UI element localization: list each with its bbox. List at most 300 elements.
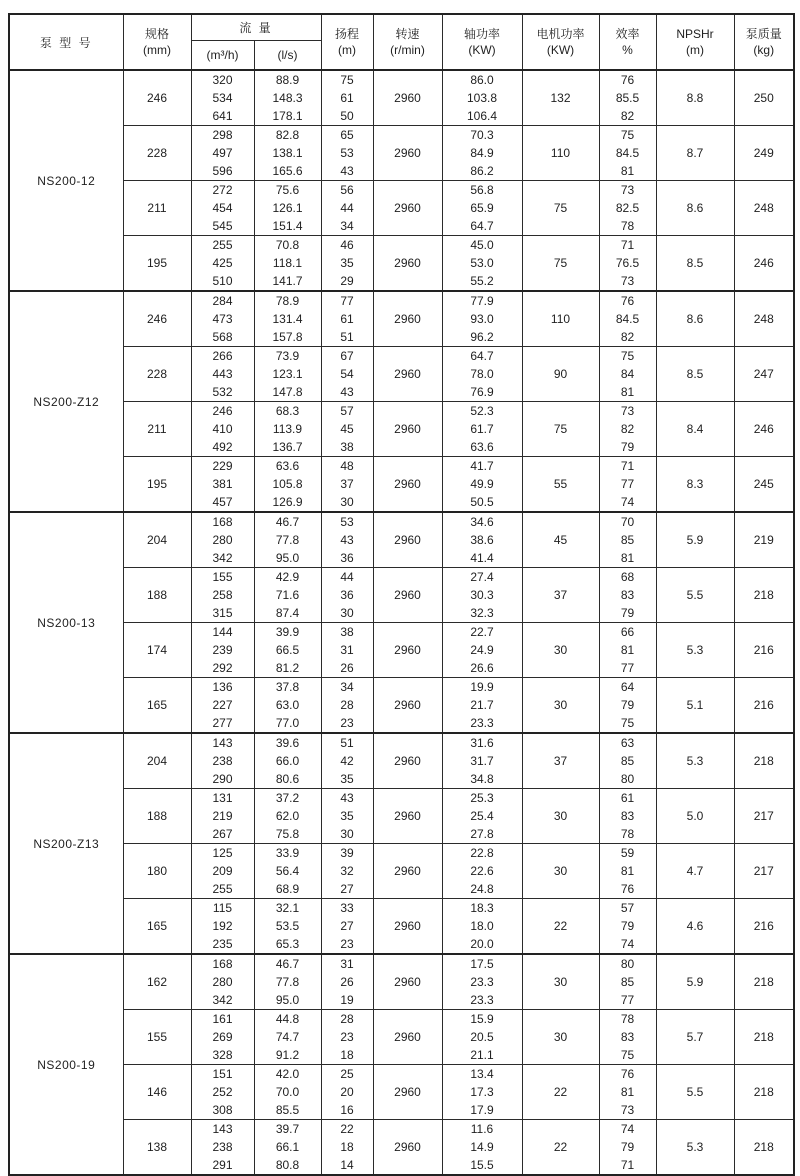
spec-row xyxy=(9,291,794,347)
value-line: 31.6 xyxy=(470,736,494,750)
cell-head xyxy=(321,1120,373,1176)
cell-spec: 246 xyxy=(123,70,191,126)
cell-speed: 2960 xyxy=(373,181,442,236)
value-line: 76 xyxy=(620,882,635,896)
value-line: 19 xyxy=(340,993,354,1007)
value-line: 473 xyxy=(212,312,233,326)
cell-motor-power: 30 xyxy=(522,789,599,844)
value-line: 74 xyxy=(620,495,635,509)
cell-shaft-power xyxy=(442,1010,522,1065)
spec-row xyxy=(9,457,794,513)
value-line: 37.8 xyxy=(275,680,300,694)
value-line: 73.9 xyxy=(275,349,300,363)
value-line: 308 xyxy=(212,1103,233,1117)
value-line: 64 xyxy=(620,680,635,694)
value-line: 55.2 xyxy=(470,274,494,288)
value-line: 113.9 xyxy=(272,422,303,436)
cell-head xyxy=(321,181,373,236)
value-line: 79 xyxy=(620,919,635,933)
value-line: 410 xyxy=(212,422,233,436)
header-npshr-unit: (m) xyxy=(686,43,704,57)
cell-mass: 216 xyxy=(734,899,794,955)
value-line: 25.4 xyxy=(470,809,494,823)
spec-row xyxy=(9,954,794,1010)
cell-mass: 218 xyxy=(734,733,794,789)
cell-motor-power: 22 xyxy=(522,1065,599,1120)
cell-npshr: 4.7 xyxy=(656,844,734,899)
value-line: 38 xyxy=(340,440,354,454)
value-line: 18.0 xyxy=(470,919,494,933)
cell-spec: 195 xyxy=(123,236,191,292)
spec-row xyxy=(9,1065,794,1120)
spec-row xyxy=(9,733,794,789)
cell-shaft-power xyxy=(442,1120,522,1176)
value-line: 37 xyxy=(340,477,354,491)
value-line: 74 xyxy=(620,937,635,951)
cell-npshr: 8.8 xyxy=(656,70,734,126)
cell-efficiency xyxy=(599,568,656,623)
cell-efficiency xyxy=(599,954,656,1010)
value-line: 76 xyxy=(620,1067,635,1081)
cell-spec: 188 xyxy=(123,789,191,844)
cell-npshr: 4.6 xyxy=(656,899,734,955)
value-line: 229 xyxy=(212,459,233,473)
cell-head xyxy=(321,70,373,126)
cell-npshr: 5.3 xyxy=(656,733,734,789)
value-line: 246 xyxy=(212,404,233,418)
cell-mass: 217 xyxy=(734,789,794,844)
value-line: 65.9 xyxy=(470,201,494,215)
cell-head xyxy=(321,623,373,678)
cell-mass: 246 xyxy=(734,402,794,457)
cell-head xyxy=(321,789,373,844)
cell-mass: 218 xyxy=(734,1065,794,1120)
value-line: 79 xyxy=(620,698,635,712)
cell-spec: 211 xyxy=(123,181,191,236)
cell-efficiency xyxy=(599,236,656,292)
cell-flow-ls xyxy=(254,844,321,899)
value-line: 74.7 xyxy=(275,1030,300,1044)
value-line: 63.6 xyxy=(275,459,300,473)
cell-motor-power: 75 xyxy=(522,236,599,292)
cell-mass: 247 xyxy=(734,347,794,402)
value-line: 83 xyxy=(620,1030,635,1044)
value-line: 36 xyxy=(340,551,354,565)
cell-efficiency xyxy=(599,291,656,347)
value-line: 78 xyxy=(620,219,635,233)
cell-motor-power: 90 xyxy=(522,347,599,402)
cell-flow-ls xyxy=(254,1010,321,1065)
value-line: 14 xyxy=(340,1158,354,1172)
cell-npshr: 5.5 xyxy=(656,568,734,623)
header-motor-power-unit: (KW) xyxy=(546,43,575,57)
cell-spec: 228 xyxy=(123,347,191,402)
header-speed-unit: (r/min) xyxy=(390,43,425,57)
value-line: 255 xyxy=(212,238,233,252)
value-line: 27.4 xyxy=(470,570,494,584)
value-line: 77.8 xyxy=(275,533,300,547)
spec-row xyxy=(9,568,794,623)
cell-shaft-power xyxy=(442,844,522,899)
value-line: 32.3 xyxy=(470,606,494,620)
cell-shaft-power xyxy=(442,291,522,347)
value-line: 27 xyxy=(340,919,354,933)
value-line: 35 xyxy=(340,809,354,823)
value-line: 45 xyxy=(340,422,354,436)
cell-shaft-power xyxy=(442,1065,522,1120)
spec-row xyxy=(9,899,794,955)
value-line: 29 xyxy=(340,274,354,288)
cell-head xyxy=(321,568,373,623)
cell-speed: 2960 xyxy=(373,512,442,568)
cell-flow-ls xyxy=(254,457,321,513)
cell-npshr: 8.5 xyxy=(656,347,734,402)
cell-mass: 248 xyxy=(734,181,794,236)
header-npshr-label: NPSHr xyxy=(676,27,714,41)
value-line: 28 xyxy=(340,1012,354,1026)
value-line: 26.6 xyxy=(470,661,494,675)
value-line: 106.4 xyxy=(466,109,498,123)
value-line: 85.5 xyxy=(275,1103,300,1117)
header-shaft-power xyxy=(442,14,522,70)
cell-mass: 216 xyxy=(734,623,794,678)
value-line: 31 xyxy=(340,957,354,971)
value-line: 497 xyxy=(212,146,233,160)
value-line: 23 xyxy=(340,1030,354,1044)
value-line: 25.3 xyxy=(470,791,494,805)
cell-head xyxy=(321,291,373,347)
cell-mass: 218 xyxy=(734,954,794,1010)
value-line: 64.7 xyxy=(470,349,494,363)
value-line: 284 xyxy=(212,294,233,308)
value-line: 66.5 xyxy=(275,643,300,657)
cell-efficiency xyxy=(599,678,656,734)
table-header xyxy=(9,14,794,70)
cell-head xyxy=(321,899,373,955)
value-line: 78.9 xyxy=(275,294,300,308)
value-line: 81 xyxy=(620,385,635,399)
value-line: 84.9 xyxy=(470,146,494,160)
value-line: 45.0 xyxy=(470,238,494,252)
value-line: 75 xyxy=(620,128,635,142)
value-line: 54 xyxy=(340,367,354,381)
cell-efficiency xyxy=(599,1120,656,1176)
value-line: 18 xyxy=(340,1048,354,1062)
cell-head xyxy=(321,1010,373,1065)
header-motor-power xyxy=(522,14,599,70)
value-line: 95.0 xyxy=(275,551,300,565)
cell-speed: 2960 xyxy=(373,844,442,899)
cell-efficiency xyxy=(599,402,656,457)
header-head-label: 扬程 xyxy=(334,27,359,41)
value-line: 157.8 xyxy=(272,330,303,344)
cell-flow-m3h xyxy=(191,236,254,292)
value-line: 118.1 xyxy=(272,256,303,270)
cell-flow-m3h xyxy=(191,181,254,236)
value-line: 65 xyxy=(340,128,354,142)
value-line: 20 xyxy=(340,1085,354,1099)
cell-speed: 2960 xyxy=(373,291,442,347)
cell-shaft-power xyxy=(442,457,522,513)
cell-mass: 218 xyxy=(734,568,794,623)
value-line: 290 xyxy=(212,772,233,786)
cell-flow-ls xyxy=(254,568,321,623)
cell-shaft-power xyxy=(442,181,522,236)
cell-shaft-power xyxy=(442,899,522,955)
cell-flow-ls xyxy=(254,789,321,844)
cell-speed: 2960 xyxy=(373,678,442,734)
value-line: 42.0 xyxy=(275,1067,300,1081)
cell-motor-power: 30 xyxy=(522,844,599,899)
value-line: 71 xyxy=(620,238,635,252)
spec-row xyxy=(9,623,794,678)
cell-speed: 2960 xyxy=(373,236,442,292)
cell-flow-ls xyxy=(254,954,321,1010)
header-pump-mass xyxy=(734,14,794,70)
cell-mass: 219 xyxy=(734,512,794,568)
value-line: 141.7 xyxy=(272,274,303,288)
value-line: 66.0 xyxy=(275,754,300,768)
cell-flow-m3h xyxy=(191,291,254,347)
cell-mass: 245 xyxy=(734,457,794,513)
cell-speed: 2960 xyxy=(373,1010,442,1065)
value-line: 78 xyxy=(620,1012,635,1026)
cell-npshr: 8.4 xyxy=(656,402,734,457)
value-line: 84 xyxy=(620,367,635,381)
cell-shaft-power xyxy=(442,789,522,844)
value-line: 53 xyxy=(340,146,354,160)
value-line: 96.2 xyxy=(470,330,494,344)
header-speed xyxy=(373,14,442,70)
value-line: 492 xyxy=(212,440,233,454)
cell-spec: 180 xyxy=(123,844,191,899)
value-line: 11.6 xyxy=(470,1122,494,1136)
value-line: 103.8 xyxy=(466,91,498,105)
value-line: 81.2 xyxy=(275,661,300,675)
value-line: 79 xyxy=(620,440,635,454)
value-line: 38.6 xyxy=(470,533,494,547)
cell-model: NS200-Z12 xyxy=(9,291,123,512)
value-line: 75 xyxy=(340,73,354,87)
cell-flow-ls xyxy=(254,623,321,678)
value-line: 30.3 xyxy=(470,588,494,602)
spec-row xyxy=(9,402,794,457)
value-line: 15.5 xyxy=(470,1158,494,1172)
value-line: 63.0 xyxy=(275,698,300,712)
value-line: 136.7 xyxy=(272,440,303,454)
value-line: 76 xyxy=(620,294,635,308)
value-line: 77 xyxy=(340,294,354,308)
value-line: 64.7 xyxy=(470,219,494,233)
value-line: 596 xyxy=(212,164,233,178)
value-line: 136 xyxy=(212,680,233,694)
cell-speed: 2960 xyxy=(373,733,442,789)
value-line: 44 xyxy=(340,201,354,215)
cell-spec: 204 xyxy=(123,512,191,568)
cell-shaft-power xyxy=(442,733,522,789)
value-line: 56.4 xyxy=(275,864,300,878)
value-line: 235 xyxy=(212,937,233,951)
cell-npshr: 5.9 xyxy=(656,954,734,1010)
cell-shaft-power xyxy=(442,402,522,457)
value-line: 33.9 xyxy=(275,846,300,860)
spec-row xyxy=(9,347,794,402)
value-line: 342 xyxy=(212,551,233,565)
value-line: 82 xyxy=(620,422,635,436)
value-line: 27.8 xyxy=(470,827,494,841)
value-line: 75 xyxy=(620,716,635,730)
value-line: 78 xyxy=(620,827,635,841)
value-line: 53.0 xyxy=(470,256,494,270)
cell-flow-ls xyxy=(254,678,321,734)
value-line: 46 xyxy=(340,238,354,252)
value-line: 219 xyxy=(212,809,233,823)
table-body xyxy=(9,70,794,1175)
cell-spec: 195 xyxy=(123,457,191,513)
value-line: 76.5 xyxy=(615,256,640,270)
cell-flow-ls xyxy=(254,402,321,457)
cell-flow-m3h xyxy=(191,844,254,899)
cell-motor-power: 22 xyxy=(522,899,599,955)
value-line: 20.5 xyxy=(470,1030,494,1044)
cell-flow-m3h xyxy=(191,623,254,678)
cell-efficiency xyxy=(599,126,656,181)
cell-head xyxy=(321,954,373,1010)
value-line: 328 xyxy=(212,1048,233,1062)
value-line: 50.5 xyxy=(470,495,494,509)
value-line: 23 xyxy=(340,937,354,951)
header-pump-mass-unit: (kg) xyxy=(753,43,775,57)
value-line: 227 xyxy=(212,698,233,712)
cell-flow-m3h xyxy=(191,1065,254,1120)
value-line: 50 xyxy=(340,109,354,123)
cell-efficiency xyxy=(599,844,656,899)
value-line: 457 xyxy=(212,495,233,509)
value-line: 23.3 xyxy=(470,975,494,989)
value-line: 30 xyxy=(340,827,354,841)
cell-npshr: 8.3 xyxy=(656,457,734,513)
cell-efficiency xyxy=(599,347,656,402)
value-line: 71 xyxy=(620,1158,635,1172)
cell-efficiency xyxy=(599,512,656,568)
value-line: 63 xyxy=(620,736,635,750)
cell-spec: 188 xyxy=(123,568,191,623)
cell-motor-power: 110 xyxy=(522,291,599,347)
cell-flow-m3h xyxy=(191,899,254,955)
value-line: 75 xyxy=(620,1048,635,1062)
value-line: 52.3 xyxy=(470,404,494,418)
value-line: 51 xyxy=(340,330,354,344)
cell-flow-m3h xyxy=(191,347,254,402)
value-line: 22.7 xyxy=(470,625,494,639)
value-line: 238 xyxy=(212,1140,233,1154)
cell-mass: 216 xyxy=(734,678,794,734)
cell-motor-power: 45 xyxy=(522,512,599,568)
value-line: 138.1 xyxy=(272,146,303,160)
value-line: 86.0 xyxy=(470,73,494,87)
value-line: 67 xyxy=(340,349,354,363)
value-line: 155 xyxy=(212,570,233,584)
value-line: 59 xyxy=(620,846,635,860)
value-line: 143 xyxy=(212,736,233,750)
value-line: 252 xyxy=(212,1085,233,1099)
cell-motor-power: 75 xyxy=(522,181,599,236)
cell-flow-m3h xyxy=(191,1120,254,1176)
cell-spec: 146 xyxy=(123,1065,191,1120)
value-line: 74 xyxy=(620,1122,635,1136)
cell-head xyxy=(321,347,373,402)
value-line: 43 xyxy=(340,791,354,805)
value-line: 79 xyxy=(620,606,635,620)
cell-shaft-power xyxy=(442,512,522,568)
cell-motor-power: 37 xyxy=(522,733,599,789)
header-pump-mass-label: 泵质量 xyxy=(745,27,782,41)
value-line: 27 xyxy=(340,882,354,896)
cell-efficiency xyxy=(599,899,656,955)
cell-speed: 2960 xyxy=(373,347,442,402)
cell-motor-power: 55 xyxy=(522,457,599,513)
cell-flow-m3h xyxy=(191,789,254,844)
cell-flow-ls xyxy=(254,1065,321,1120)
value-line: 91.2 xyxy=(275,1048,300,1062)
cell-npshr: 8.5 xyxy=(656,236,734,292)
value-line: 70.3 xyxy=(470,128,494,142)
spec-row xyxy=(9,236,794,292)
value-line: 143 xyxy=(212,1122,233,1136)
value-line: 61 xyxy=(340,312,354,326)
header-pump-model: 泵 型 号 xyxy=(9,14,123,70)
value-line: 65.3 xyxy=(275,937,300,951)
value-line: 269 xyxy=(212,1030,233,1044)
value-line: 84.5 xyxy=(615,312,640,326)
cell-head xyxy=(321,733,373,789)
value-line: 17.9 xyxy=(470,1103,494,1117)
value-line: 21.7 xyxy=(470,698,494,712)
cell-speed: 2960 xyxy=(373,623,442,678)
value-line: 71 xyxy=(620,459,635,473)
value-line: 280 xyxy=(212,975,233,989)
value-line: 126.9 xyxy=(272,495,303,509)
value-line: 24.8 xyxy=(470,882,494,896)
cell-speed: 2960 xyxy=(373,899,442,955)
value-line: 73 xyxy=(620,274,635,288)
value-line: 83 xyxy=(620,809,635,823)
value-line: 75.8 xyxy=(275,827,300,841)
cell-flow-ls xyxy=(254,347,321,402)
cell-head xyxy=(321,512,373,568)
value-line: 39.9 xyxy=(275,625,300,639)
cell-spec: 246 xyxy=(123,291,191,347)
value-line: 26 xyxy=(340,975,354,989)
header-spec-unit: (mm) xyxy=(143,43,171,57)
cell-efficiency xyxy=(599,789,656,844)
cell-speed: 2960 xyxy=(373,1065,442,1120)
value-line: 131.4 xyxy=(272,312,303,326)
value-line: 19.9 xyxy=(470,680,494,694)
value-line: 42.9 xyxy=(275,570,300,584)
value-line: 81 xyxy=(620,864,635,878)
value-line: 641 xyxy=(212,109,233,123)
cell-shaft-power xyxy=(442,623,522,678)
cell-motor-power: 30 xyxy=(522,678,599,734)
cell-efficiency xyxy=(599,181,656,236)
value-line: 85 xyxy=(620,533,635,547)
value-line: 53.5 xyxy=(275,919,300,933)
cell-shaft-power xyxy=(442,236,522,292)
cell-flow-m3h xyxy=(191,733,254,789)
value-line: 161 xyxy=(212,1012,233,1026)
value-line: 77 xyxy=(620,477,635,491)
